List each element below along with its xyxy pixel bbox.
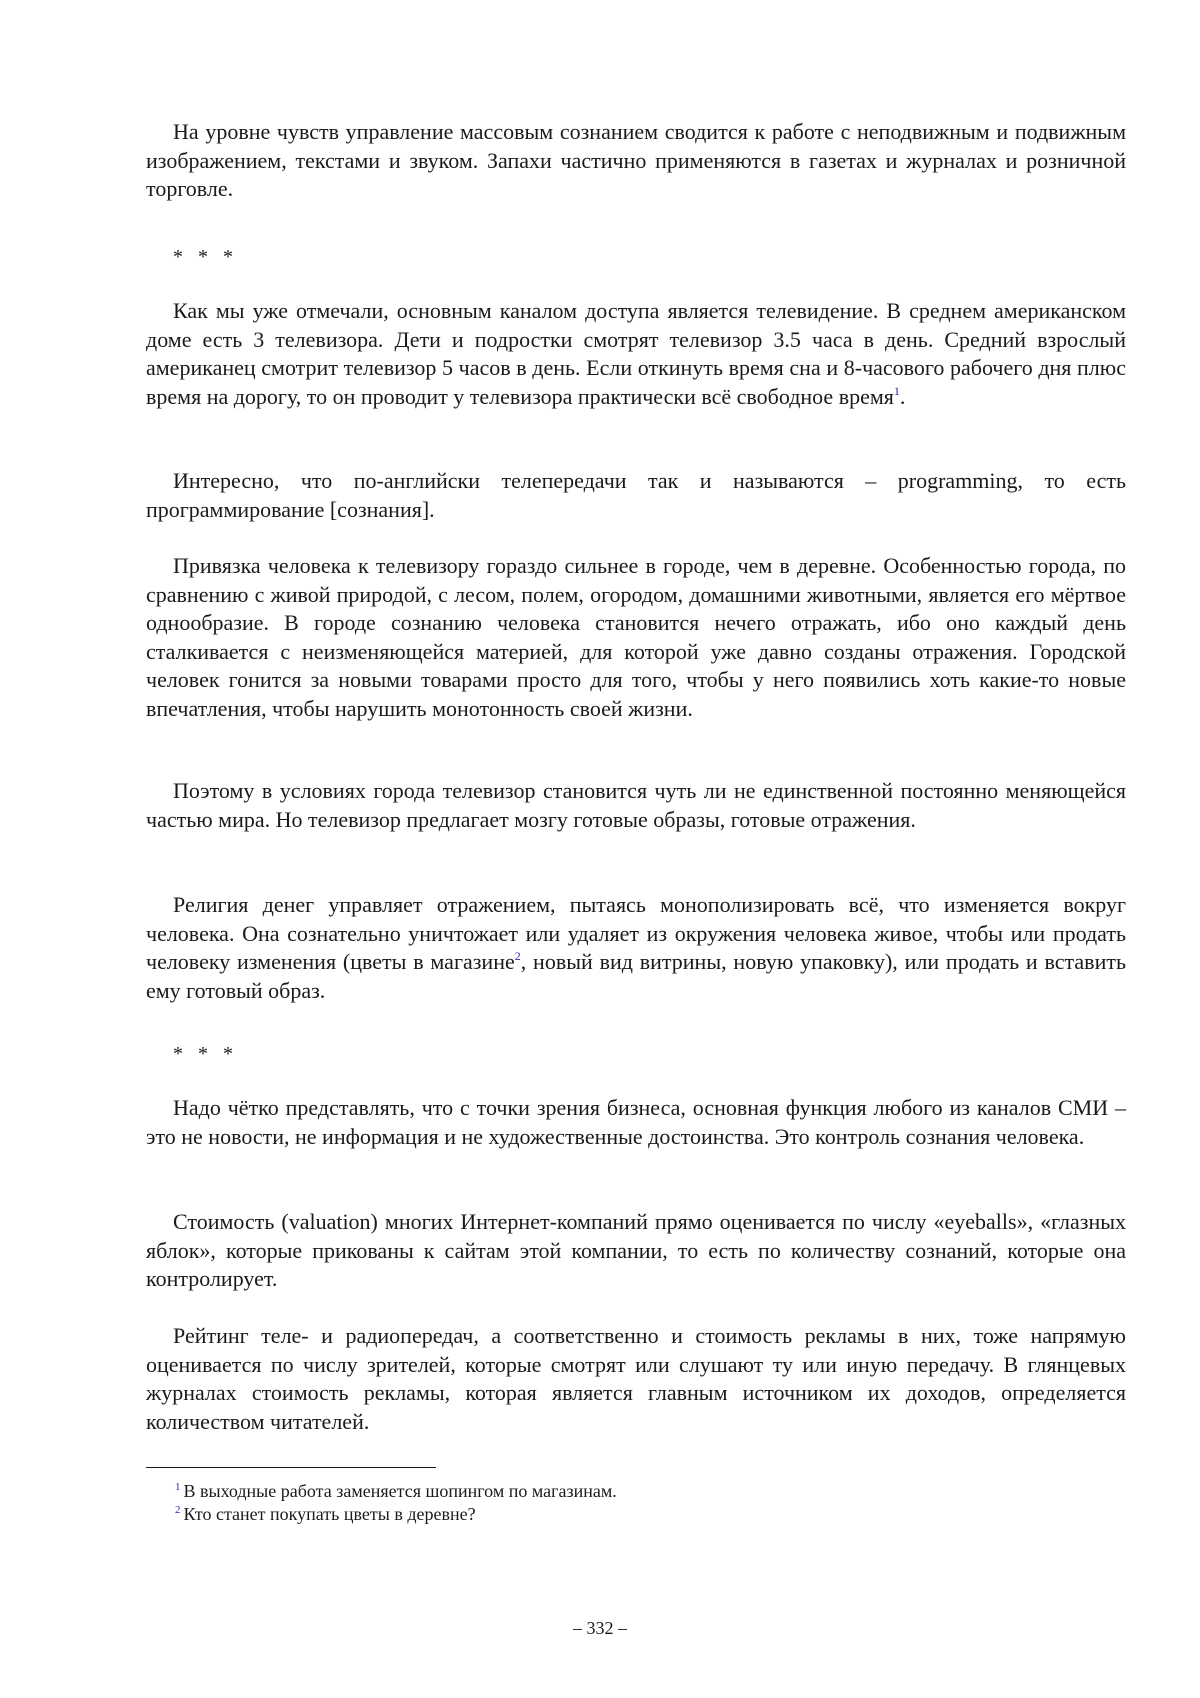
paragraph-5: Поэтому в условиях города телевизор становится чуть ли не единственной постоянно меняющейся частью мира. Но телевизор предлагает мозгу готовые образы, готовые отражения. [146,778,1126,832]
footnote-2-mark: 2 [175,1504,181,1516]
page-number: – 332 – [573,1618,627,1638]
paragraph-6-text-a: Религия денег управляет отражением, пытаясь монополизировать всё, что изменяется вокруг человека. Она сознательно уничтожает или удаляет из окружения человека живое, чтобы или продать человеку изменения (цветы в магазине [146,892,1126,974]
footnote-1 [175,1480,1075,1503]
footnotes [175,1480,1075,1526]
footnote-divider [146,1467,436,1468]
paragraph-4: Привязка человека к телевизору гораздо сильнее в городе, чем в деревне. Особенностью города, по сравнению с живой природой, с лесом, полем, огородом, домашними животными, является его мёртвое однообразие. В городе сознанию человека становится нечего отражать, ибо оно каждый день сталкивается с неизменяющейся материей, для которой уже давно созданы отражения. Городской человек гонится за новыми товарами просто для того, чтобы у него появились хоть какие-то новые впечатления, чтобы нарушить монотонность своей жизни. [146,553,1126,721]
footnote-1-text: В выходные работа заменяется шопингом по магазинам. [183,1481,617,1501]
paragraph-2-text: Как мы уже отмечали, основным каналом доступа является телевидение. В среднем американском доме есть 3 телевизора. Дети и подростки смотрят телевизор 3.5 часа в день. Средний взрослый американец смотрит телевизор 5 часов в день. Если откинуть время сна и 8-часового рабочего дня плюс время на дорогу, то он проводит у телевизора практически всё свободное время [146,298,1126,409]
paragraph-2-period: . [899,383,906,409]
paragraph-9: Рейтинг теле- и радиопередач, а соответственно и стоимость рекламы в них, тоже напрямую оценивается по числу зрителей, которые смотрят или слушают ту или иную передачу. В глянцевых журналах стоимость рекламы, которая является главным источником их доходов, определяется количеством читателей. [146,1323,1126,1434]
paragraph-2 [146,297,1126,411]
section-separator-2: * * * [173,1043,238,1065]
paragraph-6-text-b: , новый вид витрины, новую упаковку), или продать и вставить ему готовый образ. [146,949,1126,1003]
paragraph-8: Стоимость (valuation) многих Интернет-компаний прямо оценивается по числу «eyeballs», «глазных яблок», которые прикованы к сайтам этой компании, то есть по количеству сознаний, которые она контролирует. [146,1209,1126,1291]
footnote-1-mark: 1 [175,1481,181,1493]
footnote-2 [175,1503,1075,1526]
footnote-ref-1[interactable]: 1 [893,383,900,398]
footnote-2-text: Кто станет покупать цветы в деревне? [183,1504,476,1524]
footnote-ref-2[interactable]: 2 [514,949,521,963]
paragraph-7: Надо чётко представлять, что с точки зрения бизнеса, основная функция любого из каналов СМИ – это не новости, не информация и не художественные достоинства. Это контроль сознания человека. [146,1095,1126,1149]
paragraph-6 [146,891,1126,1005]
section-separator-1: * * * [173,246,238,268]
paragraph-1: На уровне чувств управление массовым сознанием сводится к работе с неподвижным и подвижным изображением, текстами и звуком. Запахи частично применяются в газетах и журналах и розничной торговле. [146,119,1126,201]
paragraph-3: Интересно, что по-английски телепередачи так и называются – programming, то есть программирование [сознания]. [146,468,1126,522]
